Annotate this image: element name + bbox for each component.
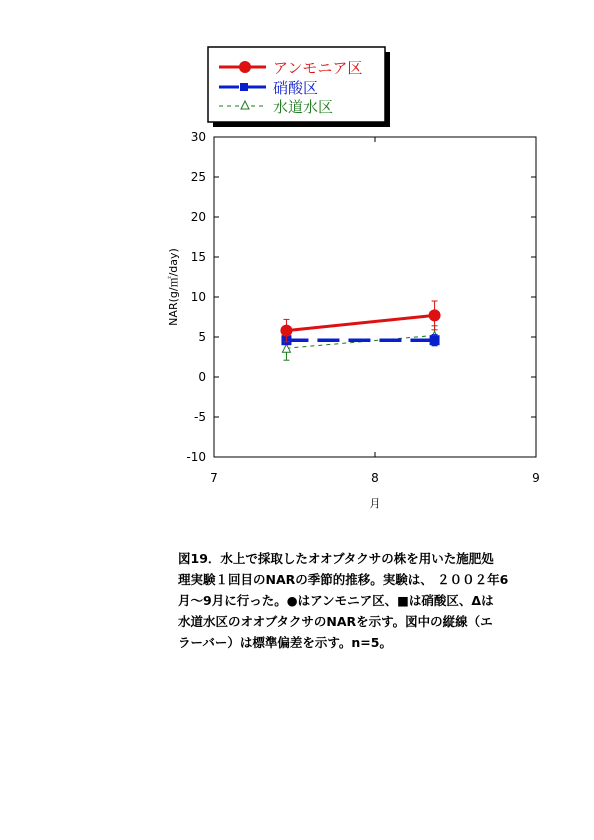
data-point-circle (429, 309, 441, 321)
y-tick-label: 10 (190, 290, 206, 304)
y-tick-label: -10 (186, 450, 206, 464)
caption-line: ラーバー）は標準偏差を示す。n=5。 (178, 635, 392, 650)
x-tick-label: 9 (532, 471, 540, 485)
figure-caption (178, 548, 578, 653)
data-point-circle (280, 325, 292, 337)
legend (208, 47, 390, 127)
x-tick-label: 8 (371, 471, 379, 485)
plot-frame (214, 137, 536, 457)
caption-line: 月～9月に行った。●はアンモニア区、■は硝酸区、Δは (178, 593, 494, 608)
data-point-square (430, 335, 440, 345)
legend-marker-ammonia (239, 61, 251, 73)
y-tick-label: -5 (194, 410, 206, 424)
x-tick-label: 7 (210, 471, 218, 485)
axes (186, 130, 539, 485)
legend-marker-nitrate (240, 83, 248, 91)
y-tick-label: 0 (198, 370, 206, 384)
y-tick-label: 30 (190, 130, 206, 144)
y-tick-label: 25 (190, 170, 206, 184)
y-axis-label: NAR(g/㎡/day) (167, 248, 180, 326)
legend-label-nitrate: 硝酸区 (273, 79, 319, 97)
series-line (286, 315, 434, 330)
legend-label-tapwater: 水道水区 (273, 98, 334, 116)
caption-line: 水道水区のオオブタクサのNARを示す。図中の縦線（エ (178, 614, 493, 629)
legend-label-ammonia: アンモニア区 (273, 59, 363, 77)
y-tick-label: 5 (198, 330, 206, 344)
series-layer (280, 301, 440, 360)
caption-line: 図19．水上で採取したオオブタクサの株を用いた施肥処 (178, 551, 494, 566)
y-tick-label: 15 (190, 250, 206, 264)
x-axis-label: 月 (369, 497, 381, 510)
caption-line: 理実験１回目のNARの季節的推移。実験は、 ２００２年6 (178, 572, 509, 587)
y-tick-label: 20 (190, 210, 206, 224)
